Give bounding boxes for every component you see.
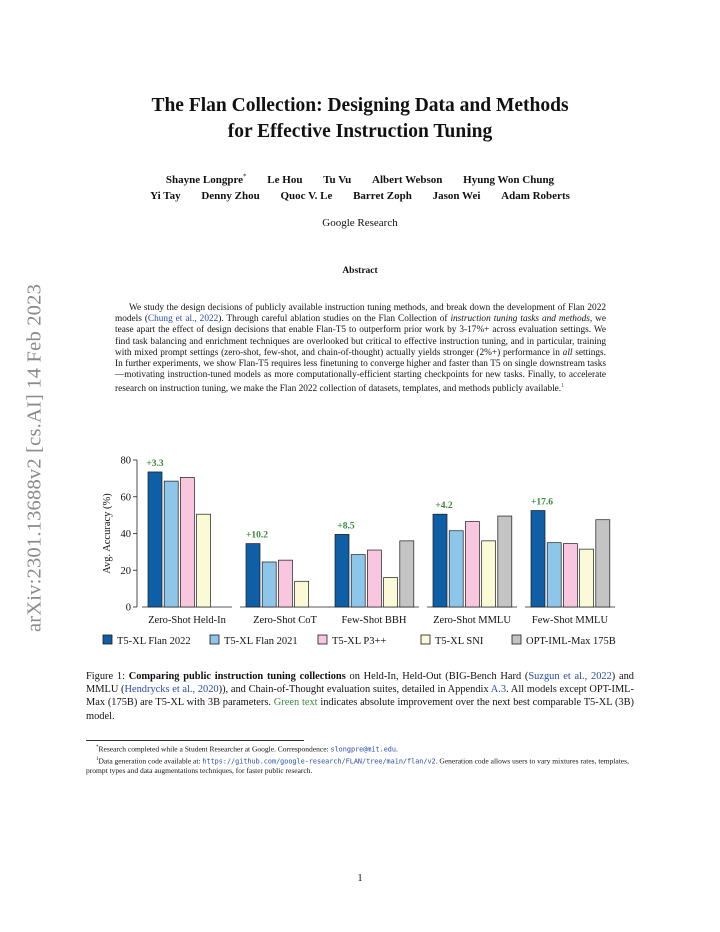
bar — [164, 481, 178, 607]
y-tick-label: 60 — [120, 492, 131, 504]
footnote-rule — [86, 740, 304, 741]
author: Denny Zhou — [201, 189, 260, 202]
author: Le Hou — [267, 173, 303, 186]
bar — [197, 514, 211, 607]
author: Yi Tay — [150, 189, 181, 202]
author-footnote-mark: * — [243, 172, 247, 180]
improvement-annotation: +4.2 — [435, 501, 453, 512]
legend-label: T5-XL SNI — [435, 636, 484, 647]
bar — [433, 514, 447, 607]
x-tick-label: Zero-Shot Held-In — [148, 615, 226, 626]
title-line-1: The Flan Collection: Designing Data and Methods — [151, 95, 569, 116]
legend-label: T5-XL P3++ — [332, 636, 387, 647]
bar — [449, 531, 463, 607]
email-link[interactable]: slongpre@mit.edu — [330, 745, 396, 754]
authors-row-2 — [80, 188, 640, 204]
legend-swatch — [210, 635, 219, 644]
accuracy-bar-chart — [0, 448, 720, 660]
improvement-annotation: +17.6 — [530, 497, 554, 508]
affiliation: Google Research — [322, 217, 398, 229]
footnote-1: *Research completed while a Student Researcher at Google. Correspondence: slongpre@mit.edu. — [96, 744, 398, 754]
author: Hyung Won Chung — [463, 173, 555, 186]
bar — [531, 511, 545, 607]
author: Jason Wei — [432, 189, 481, 202]
bar — [351, 555, 365, 607]
bar — [384, 578, 398, 607]
legend-swatch — [421, 635, 430, 644]
bar — [278, 560, 292, 607]
author: Albert Webson — [372, 173, 443, 186]
arxiv-identifier: arXiv:2301.13688v2 [cs.AI] 14 Feb 2023 — [23, 283, 46, 633]
bar — [295, 581, 309, 607]
x-tick-label: Few-Shot MMLU — [531, 615, 609, 626]
author: Barret Zoph — [353, 189, 412, 202]
bar — [400, 541, 414, 607]
title-line-2: for Effective Instruction Tuning — [227, 121, 493, 142]
y-tick-label: 20 — [120, 565, 131, 577]
paper-title — [80, 93, 640, 145]
author-list — [80, 168, 640, 204]
x-tick-label: Few-Shot BBH — [341, 615, 407, 626]
bar — [563, 544, 577, 607]
abstract-heading: Abstract — [342, 266, 378, 276]
author: Tu Vu — [323, 173, 352, 186]
authors-row-1 — [80, 168, 640, 188]
y-tick-label: 0 — [125, 602, 131, 614]
page-number: 1 — [357, 873, 363, 884]
legend-swatch — [318, 635, 327, 644]
bar — [580, 549, 594, 607]
legend-label: T5-XL Flan 2021 — [224, 636, 298, 647]
author: Shayne Longpre* — [165, 172, 247, 186]
bar — [335, 534, 349, 607]
citation-link[interactable]: Chung et al., 2022 — [147, 314, 219, 325]
bar — [596, 520, 610, 607]
bar — [246, 544, 260, 607]
bar — [547, 543, 561, 607]
author: Quoc V. Le — [280, 189, 333, 202]
citation-link[interactable]: Hendrycks et al., 2020 — [124, 684, 219, 696]
bar — [148, 472, 162, 607]
footnote-2: $^1$Data generation code available at: https://github.com/google-research/FLAN/tree/main/flan/v2. Generation code allows users to vary mixtures rates, templates, prompt types and data augmentations techniques, for faster public research. — [86, 756, 629, 775]
improvement-annotation: +8.5 — [337, 521, 355, 532]
bar — [262, 562, 276, 607]
legend-label: OPT-IML-Max 175B — [526, 636, 616, 647]
citation-link[interactable]: Suzgun et al., 2022 — [528, 671, 612, 682]
y-tick-label: 80 — [120, 455, 131, 467]
footnote-link[interactable]: 1 — [561, 383, 565, 390]
footnotes — [86, 743, 636, 776]
legend-swatch — [103, 635, 112, 644]
x-tick-label: Zero-Shot MMLU — [433, 615, 511, 626]
y-tick-label: 40 — [120, 529, 131, 540]
legend-swatch — [512, 635, 521, 644]
bar — [482, 541, 496, 607]
improvement-annotation: +10.2 — [245, 530, 269, 541]
y-axis-label: Avg. Accuracy (%) — [102, 493, 113, 574]
bar — [465, 522, 479, 607]
improvement-annotation: +3.3 — [146, 458, 164, 469]
appendix-link[interactable]: A.3 — [490, 684, 507, 696]
bar — [498, 516, 512, 607]
x-tick-label: Zero-Shot CoT — [253, 615, 317, 626]
bar — [180, 477, 194, 607]
bar — [367, 550, 381, 607]
code-url-link[interactable]: https://github.com/google-research/FLAN/tree/main/flan/v2 — [202, 757, 436, 765]
figure-caption: Figure 1: Comparing public instruction tuning collections on Held-In, Held-Out (BIG-Bench Hard (Suzgun et al., 2022) and MMLU (Hendrycks et al., 2020)), and Chain-of-Thought evaluation suites, detailed in Appendix A.3. All models except OPT-IML-Max (175B) are T5-XL with 3B parameters. Green text indicates absolute improvement over the next best comparable T5-XL (3B) model. — [86, 671, 635, 722]
legend-label: T5-XL Flan 2022 — [117, 636, 191, 647]
green-text-note: Green text — [273, 697, 318, 709]
abstract-text: We study the design decisions of publicly available instruction tuning methods, and break down the development of Flan 2022 models (Chung et al., 2022). Through careful ablation studies on the Flan Collection of instruction tuning tasks and methods, we tease apart the effect of design decisions that enable Flan-T5 to outperform prior work by 3-17%+ across evaluation settings. We find task balancing and enrichment techniques are overlooked but critical to effective instruction tuning, and in particular, training with mixed prompt settings (zero-shot, few-shot, and chain-of-thought) actually yields stronger (2%+) performance in all settings. In further experiments, we show Flan-T5 requires less finetuning to converge higher and faster than T5 on single downstream tasks—motivating instruction-tuned models as more computationally-efficient starting checkpoints for new tasks. Finally, to accelerate research on instruction tuning, we make the Flan 2022 collection of datasets, templates, and methods publicly available.$^1$ — [115, 303, 607, 395]
author: Adam Roberts — [501, 189, 570, 202]
